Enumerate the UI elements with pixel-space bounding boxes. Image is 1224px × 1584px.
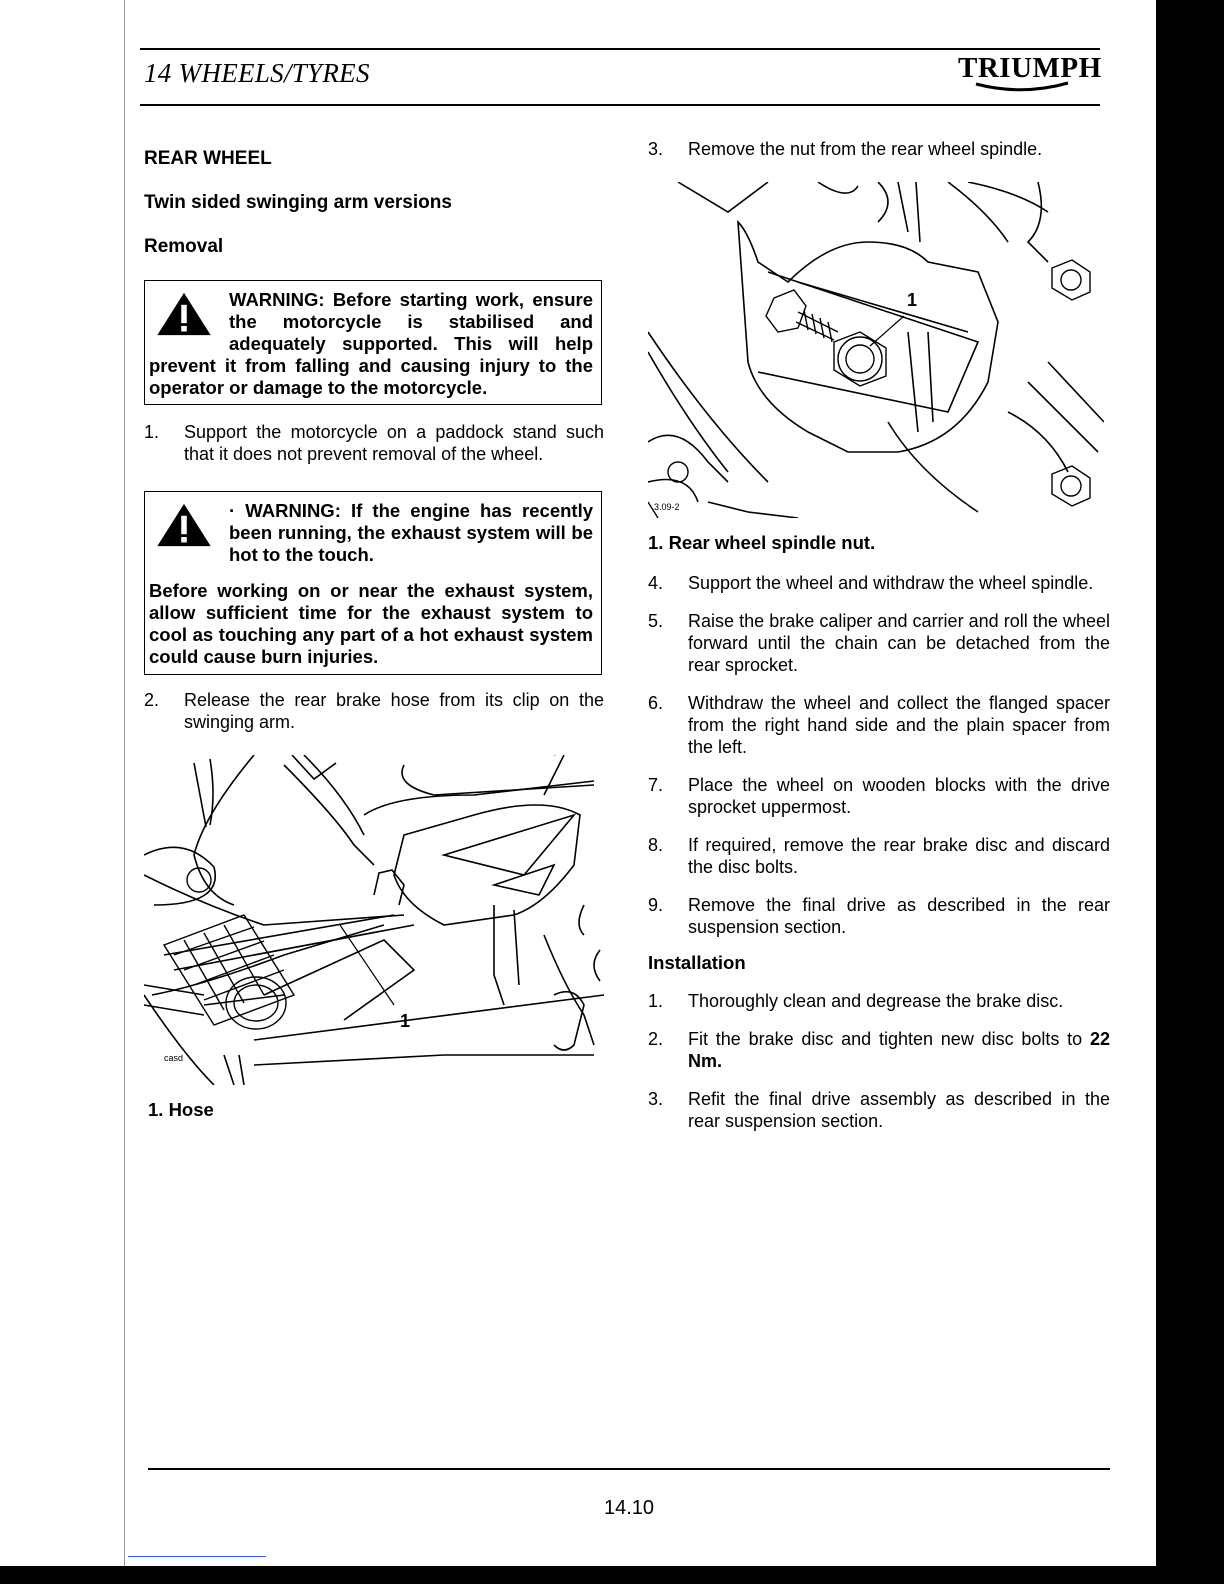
list-item bbox=[648, 774, 1110, 818]
step-text: Raise the brake caliper and carrier and roll the wheel forward until the chain can be detached from the rear sprocket. bbox=[688, 611, 1110, 675]
step-text: If required, remove the rear brake disc and discard the disc bolts. bbox=[688, 835, 1110, 877]
hose-illustration bbox=[144, 755, 604, 1085]
figure-code: 3.09-2 bbox=[654, 502, 680, 512]
warning-triangle-icon bbox=[153, 291, 215, 337]
installation-steps bbox=[648, 990, 1110, 1132]
step-text: Thoroughly clean and degrease the brake disc. bbox=[688, 991, 1064, 1011]
step-text bbox=[688, 1028, 1110, 1072]
step-text: Remove the nut from the rear wheel spindle. bbox=[688, 139, 1043, 159]
step-number: 1. bbox=[144, 422, 160, 442]
warning-text-stabilise: WARNING: Before starting work, ensure the motorcycle is stabilised and adequately supported. This will help prevent it from falling and causing injury to the operator or damage to the motorcycle. bbox=[149, 289, 593, 398]
list-item bbox=[648, 894, 1110, 938]
figure-callout-number: 1 bbox=[400, 1011, 411, 1031]
footer-rule bbox=[148, 1468, 1110, 1470]
list-item bbox=[648, 1028, 1110, 1072]
logo-swoosh-icon bbox=[972, 80, 1072, 94]
rear-wheel-heading: REAR WHEEL bbox=[144, 148, 272, 169]
list-item bbox=[648, 990, 1110, 1012]
figure-code: casd bbox=[164, 1053, 184, 1063]
list-item bbox=[648, 692, 1110, 758]
removal-steps-a bbox=[144, 421, 604, 465]
step-number: 2. bbox=[648, 1029, 664, 1049]
header-rule-top bbox=[140, 48, 1100, 50]
step-number: 7. bbox=[648, 775, 664, 795]
warning-triangle-icon bbox=[153, 502, 215, 548]
spindle-figure bbox=[648, 182, 1104, 518]
list-item bbox=[648, 834, 1110, 878]
hose-figure bbox=[144, 755, 604, 1085]
step-text: Support the wheel and withdraw the wheel spindle. bbox=[688, 573, 1094, 593]
step-number: 6. bbox=[648, 693, 664, 713]
warning-text-exhaust-hot: · WARNING: If the engine has recently been running, the exhaust system will be hot to the touch. bbox=[229, 500, 593, 565]
hose-figure-caption: 1. Hose bbox=[148, 1099, 214, 1120]
binding-rule bbox=[124, 0, 125, 1566]
torque-value: 22 Nm. bbox=[688, 1029, 1110, 1071]
step-text-part: Fit the brake disc and tighten new disc bolts to bbox=[688, 1029, 1090, 1049]
installation-heading: Installation bbox=[648, 952, 746, 973]
list-item bbox=[648, 138, 1110, 160]
step-number: 1. bbox=[648, 991, 664, 1011]
section-title: 14 WHEELS/TYRES bbox=[144, 58, 370, 88]
list-item bbox=[144, 689, 604, 733]
step-number: 9. bbox=[648, 895, 664, 915]
step-number: 3. bbox=[648, 1089, 664, 1109]
step-text: Support the motorcycle on a paddock stand such that it does not prevent removal of the wheel. bbox=[184, 422, 604, 464]
right-column bbox=[648, 138, 1110, 1132]
step-number: 3. bbox=[648, 139, 664, 159]
list-item bbox=[144, 421, 604, 465]
step-number: 4. bbox=[648, 573, 664, 593]
removal-steps-c bbox=[648, 138, 1110, 160]
warning-text-exhaust-cool: Before working on or near the exhaust system, allow sufficient time for the exhaust system to cool as touching any part of a hot exhaust system could cause burn injuries. bbox=[149, 580, 593, 667]
spindle-illustration bbox=[648, 182, 1104, 518]
step-text: Remove the final drive as described in the rear suspension section. bbox=[688, 895, 1110, 937]
triumph-logo: TRIUMPH bbox=[958, 52, 1102, 84]
header-rule-bottom bbox=[140, 104, 1100, 106]
step-text: Refit the final drive assembly as described in the rear suspension section. bbox=[688, 1089, 1110, 1131]
warning-box-exhaust bbox=[144, 491, 602, 675]
step-text: Withdraw the wheel and collect the flanged spacer from the right hand side and the plain spacer from the left. bbox=[688, 693, 1110, 757]
removal-steps-b bbox=[144, 689, 604, 733]
removal-steps-d bbox=[648, 572, 1110, 938]
left-column bbox=[144, 140, 604, 1121]
warning-box-stabilise bbox=[144, 280, 602, 405]
step-text: Place the wheel on wooden blocks with the drive sprocket uppermost. bbox=[688, 775, 1110, 817]
spindle-figure-caption: 1. Rear wheel spindle nut. bbox=[648, 532, 876, 553]
list-item bbox=[648, 572, 1110, 594]
step-number: 5. bbox=[648, 611, 664, 631]
step-number: 2. bbox=[144, 690, 160, 710]
link-underline bbox=[128, 1556, 266, 1557]
page-number: 14.10 bbox=[604, 1497, 655, 1519]
removal-heading: Removal bbox=[144, 236, 224, 257]
list-item bbox=[648, 610, 1110, 676]
step-number: 8. bbox=[648, 835, 664, 855]
twin-sided-subheading: Twin sided swinging arm versions bbox=[144, 192, 452, 213]
step-text: Release the rear brake hose from its clip on the swinging arm. bbox=[184, 690, 604, 732]
list-item bbox=[648, 1088, 1110, 1132]
figure-callout-number: 1 bbox=[907, 290, 918, 310]
